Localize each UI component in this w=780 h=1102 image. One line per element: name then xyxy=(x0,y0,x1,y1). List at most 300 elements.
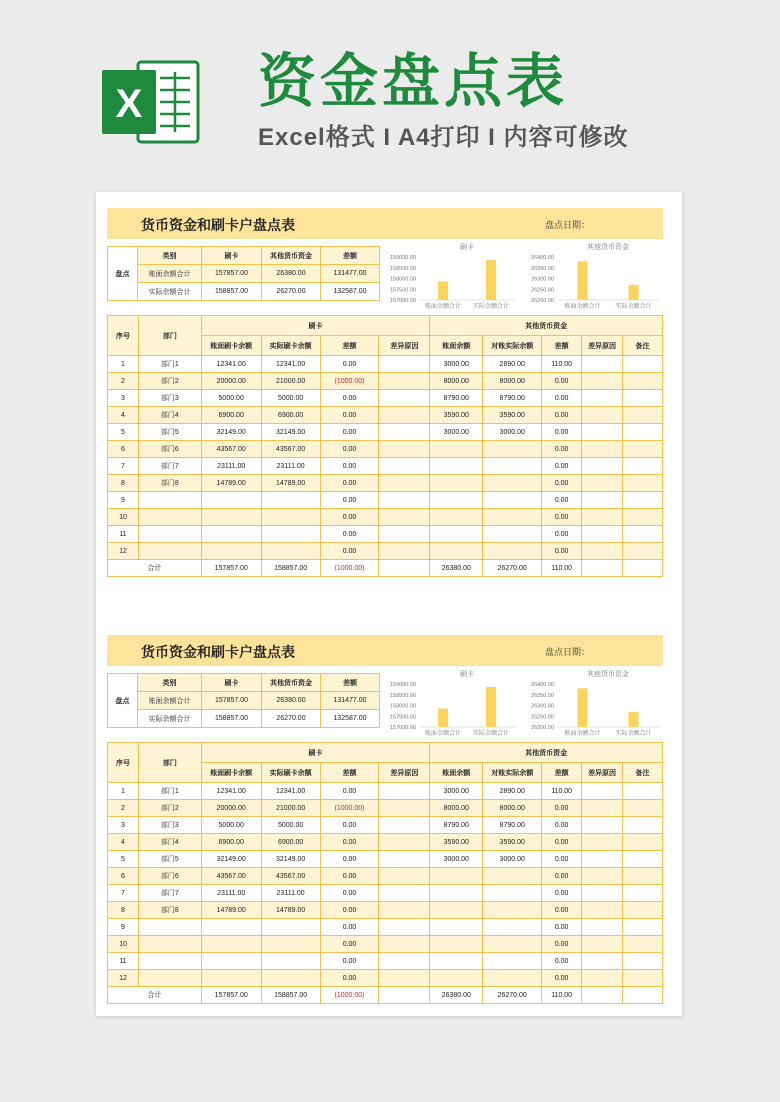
table-cell xyxy=(582,868,623,885)
table-cell: 0.00 xyxy=(320,902,379,919)
table-cell: 0.00 xyxy=(542,424,582,441)
table-cell xyxy=(483,492,542,509)
table-cell xyxy=(582,953,623,970)
table-cell: 21000.00 xyxy=(261,800,320,817)
chart-tick-label: 26350.00 xyxy=(531,265,554,272)
chart-tick-label: 157500.00 xyxy=(390,714,416,721)
row-dept: 部门6 xyxy=(138,441,201,458)
table-cell: 3590.00 xyxy=(430,407,483,424)
table-cell xyxy=(623,851,663,868)
table-cell xyxy=(379,390,430,407)
header-sub: 账面刷卡余额 xyxy=(201,336,261,356)
table-cell xyxy=(379,936,430,953)
row-dept: 部门8 xyxy=(138,902,201,919)
row-dept xyxy=(138,970,201,987)
table-cell xyxy=(483,936,542,953)
table-cell: 0.00 xyxy=(320,492,379,509)
row-dept: 部门1 xyxy=(138,783,201,800)
chart-title: 刷卡 xyxy=(460,244,474,251)
total-label: 合计 xyxy=(108,987,202,1004)
table-cell xyxy=(582,970,623,987)
total-cell: 110.00 xyxy=(542,987,582,1004)
total-label: 合计 xyxy=(108,560,202,577)
total-row xyxy=(108,987,663,1004)
summary-header: 刷卡 xyxy=(202,674,262,692)
sheet-title: 货币资金和刷卡户盘点表 xyxy=(141,644,295,660)
chart-bar xyxy=(578,261,588,300)
table-cell xyxy=(582,492,623,509)
header-index: 序号 xyxy=(108,316,139,356)
table-cell: 0.00 xyxy=(542,919,582,936)
table-cell xyxy=(582,356,623,373)
table-cell xyxy=(430,441,483,458)
table-cell xyxy=(379,970,430,987)
table-row xyxy=(108,356,663,373)
chart-title: 其他货币资金 xyxy=(587,244,629,251)
table-cell xyxy=(582,919,623,936)
table-row xyxy=(108,390,663,407)
table-row xyxy=(108,441,663,458)
total-cell xyxy=(582,987,623,1004)
table-cell: 3000.00 xyxy=(430,424,483,441)
table-row xyxy=(108,953,663,970)
table-cell: 23111.00 xyxy=(261,885,320,902)
table-cell xyxy=(483,458,542,475)
chart-tick-label: 157000.00 xyxy=(390,725,416,731)
table-cell: 8790.00 xyxy=(483,817,542,834)
table-row xyxy=(108,885,663,902)
row-index: 9 xyxy=(108,492,139,509)
detail-table xyxy=(107,742,663,1004)
summary-cell: 158857.00 xyxy=(202,710,262,728)
chart-category-label: 实际余额合计 xyxy=(615,304,652,310)
table-row xyxy=(108,868,663,885)
table-cell: 0.00 xyxy=(320,424,379,441)
row-index: 11 xyxy=(108,953,139,970)
table-cell: 12341.00 xyxy=(261,356,320,373)
table-cell xyxy=(379,424,430,441)
table-cell xyxy=(201,919,261,936)
summary-table xyxy=(107,246,380,301)
table-cell: 0.00 xyxy=(320,919,379,936)
row-index: 1 xyxy=(108,356,139,373)
table-cell: 3000.00 xyxy=(430,356,483,373)
sheet-title: 货币资金和刷卡户盘点表 xyxy=(141,217,295,233)
sheet-title-bar xyxy=(107,635,663,666)
table-row xyxy=(108,543,663,560)
table-cell: 32149.00 xyxy=(201,851,261,868)
table-cell: 0.00 xyxy=(320,851,379,868)
table-cell xyxy=(261,543,320,560)
total-cell: (1000.00) xyxy=(320,987,379,1004)
chart-bar xyxy=(629,712,639,727)
row-dept: 部门7 xyxy=(138,885,201,902)
chart-bar xyxy=(438,709,448,727)
row-index: 4 xyxy=(108,407,139,424)
chart-title: 刷卡 xyxy=(460,671,474,678)
table-cell: 5000.00 xyxy=(261,390,320,407)
table-cell: 14789.00 xyxy=(201,475,261,492)
table-cell xyxy=(201,492,261,509)
table-cell: 0.00 xyxy=(320,441,379,458)
header-index: 序号 xyxy=(108,743,139,783)
table-cell xyxy=(582,543,623,560)
table-cell xyxy=(582,390,623,407)
row-index: 5 xyxy=(108,851,139,868)
table-cell xyxy=(201,526,261,543)
summary-cell: 132587.00 xyxy=(321,283,380,301)
table-cell: 8000.00 xyxy=(483,373,542,390)
summary-cell: 26270.00 xyxy=(262,710,321,728)
table-row xyxy=(108,526,663,543)
row-dept xyxy=(138,953,201,970)
summary-header: 类别 xyxy=(138,247,202,265)
table-cell xyxy=(430,902,483,919)
table-cell xyxy=(623,390,663,407)
table-row xyxy=(108,970,663,987)
summary-cell: 26380.00 xyxy=(262,692,321,710)
table-cell xyxy=(582,373,623,390)
row-dept xyxy=(138,509,201,526)
excel-logo-icon xyxy=(100,56,200,148)
table-cell xyxy=(379,868,430,885)
header-group-card: 刷卡 xyxy=(201,316,430,336)
summary-header: 其他货币资金 xyxy=(262,247,321,265)
chart-bar xyxy=(486,687,496,727)
table-cell: 0.00 xyxy=(320,817,379,834)
summary-cell: 26270.00 xyxy=(262,283,321,301)
row-index: 12 xyxy=(108,970,139,987)
table-row xyxy=(108,458,663,475)
row-index: 1 xyxy=(108,783,139,800)
table-cell xyxy=(379,885,430,902)
table-cell xyxy=(623,834,663,851)
table-cell: 0.00 xyxy=(542,390,582,407)
table-cell xyxy=(623,800,663,817)
table-cell: 0.00 xyxy=(320,390,379,407)
table-cell: 110.00 xyxy=(542,783,582,800)
table-cell: 8790.00 xyxy=(430,817,483,834)
summary-cell: 实际余额合计 xyxy=(138,710,202,728)
table-cell: 0.00 xyxy=(320,356,379,373)
row-index: 6 xyxy=(108,441,139,458)
table-cell xyxy=(201,970,261,987)
audit-date-label: 盘点日期： xyxy=(545,220,591,230)
table-cell xyxy=(379,509,430,526)
table-cell xyxy=(430,458,483,475)
chart-bar xyxy=(486,260,496,300)
summary-cell: 账面余额合计 xyxy=(138,692,202,710)
table-cell xyxy=(379,492,430,509)
table-cell xyxy=(379,851,430,868)
row-dept: 部门2 xyxy=(138,373,201,390)
other-funds-bar-chart xyxy=(519,241,663,313)
row-dept: 部门4 xyxy=(138,834,201,851)
total-cell: 110.00 xyxy=(542,560,582,577)
row-index: 8 xyxy=(108,475,139,492)
table-cell: 0.00 xyxy=(320,885,379,902)
table-cell xyxy=(379,800,430,817)
table-cell: 43567.00 xyxy=(261,441,320,458)
total-row xyxy=(108,560,663,577)
table-cell: 23111.00 xyxy=(201,458,261,475)
table-cell xyxy=(430,509,483,526)
table-cell xyxy=(379,526,430,543)
summary-row-label: 盘点 xyxy=(108,674,138,728)
table-cell: 6900.00 xyxy=(261,834,320,851)
table-cell: 2890.00 xyxy=(483,783,542,800)
chart-tick-label: 26200.00 xyxy=(531,725,554,731)
table-cell xyxy=(483,543,542,560)
table-cell xyxy=(261,936,320,953)
table-cell: 0.00 xyxy=(542,800,582,817)
total-cell xyxy=(379,987,430,1004)
chart-tick-label: 159000.00 xyxy=(390,682,416,688)
header-sub: 差异原因 xyxy=(582,763,623,783)
table-cell: 3590.00 xyxy=(483,407,542,424)
table-cell xyxy=(623,885,663,902)
row-index: 4 xyxy=(108,834,139,851)
total-cell xyxy=(379,560,430,577)
table-cell xyxy=(582,458,623,475)
table-cell xyxy=(623,526,663,543)
total-cell xyxy=(623,987,663,1004)
table-cell xyxy=(623,970,663,987)
chart-category-label: 账面余额合计 xyxy=(424,304,462,310)
row-dept: 部门4 xyxy=(138,407,201,424)
total-cell xyxy=(582,560,623,577)
summary-header: 差额 xyxy=(321,674,380,692)
chart-tick-label: 158500.00 xyxy=(390,265,416,272)
table-cell: 3000.00 xyxy=(430,783,483,800)
table-cell xyxy=(623,373,663,390)
table-cell: 5000.00 xyxy=(261,817,320,834)
total-cell: 26270.00 xyxy=(483,987,542,1004)
row-dept: 部门3 xyxy=(138,390,201,407)
summary-cell: 131477.00 xyxy=(321,265,380,283)
chart-category-label: 实际余额合计 xyxy=(472,731,510,737)
chart-tick-label: 26300.00 xyxy=(531,703,554,710)
row-index: 2 xyxy=(108,373,139,390)
row-dept xyxy=(138,526,201,543)
header-sub: 账面刷卡余额 xyxy=(201,763,261,783)
table-cell: 0.00 xyxy=(320,475,379,492)
banner xyxy=(0,0,780,185)
table-cell xyxy=(430,919,483,936)
chart-tick-label: 26350.00 xyxy=(531,692,554,699)
chart-tick-label: 158000.00 xyxy=(390,276,416,283)
table-cell: 0.00 xyxy=(320,509,379,526)
banner-subtitle: Excel格式 I A4打印 I 内容可修改 xyxy=(258,124,629,151)
table-cell: 0.00 xyxy=(542,953,582,970)
table-cell xyxy=(623,936,663,953)
row-index: 11 xyxy=(108,526,139,543)
table-cell xyxy=(379,475,430,492)
table-cell: 12341.00 xyxy=(261,783,320,800)
table-cell: 43567.00 xyxy=(201,868,261,885)
table-cell xyxy=(582,817,623,834)
table-cell xyxy=(430,475,483,492)
chart-tick-label: 26250.00 xyxy=(531,287,554,294)
header-sub: 差额 xyxy=(542,336,582,356)
summary-table xyxy=(107,673,380,728)
table-cell xyxy=(623,543,663,560)
table-cell xyxy=(582,441,623,458)
header-sub: 差异原因 xyxy=(379,763,430,783)
row-index: 10 xyxy=(108,936,139,953)
table-cell xyxy=(623,509,663,526)
table-cell xyxy=(623,919,663,936)
row-index: 12 xyxy=(108,543,139,560)
table-cell: 8000.00 xyxy=(483,800,542,817)
row-dept: 部门2 xyxy=(138,800,201,817)
table-cell xyxy=(623,492,663,509)
table-cell xyxy=(379,441,430,458)
table-cell xyxy=(623,441,663,458)
header-sub: 实际刷卡余额 xyxy=(261,336,320,356)
table-cell: 0.00 xyxy=(320,458,379,475)
summary-cell: 26380.00 xyxy=(262,265,321,283)
summary-cell: 132587.00 xyxy=(321,710,380,728)
table-cell xyxy=(582,936,623,953)
table-cell xyxy=(582,526,623,543)
audit-date-label: 盘点日期： xyxy=(545,647,591,657)
table-cell: 0.00 xyxy=(542,526,582,543)
table-cell: 6900.00 xyxy=(261,407,320,424)
table-row xyxy=(108,492,663,509)
total-cell: 26380.00 xyxy=(430,560,483,577)
table-cell xyxy=(483,953,542,970)
table-cell: (1000.00) xyxy=(320,373,379,390)
table-cell xyxy=(430,885,483,902)
table-cell: 0.00 xyxy=(542,970,582,987)
table-cell xyxy=(582,424,623,441)
table-cell xyxy=(379,919,430,936)
chart-bar xyxy=(438,282,448,300)
header-dept: 部门 xyxy=(138,316,201,356)
summary-header: 其他货币资金 xyxy=(262,674,321,692)
table-cell: 8790.00 xyxy=(483,390,542,407)
row-dept xyxy=(138,936,201,953)
card-bar-chart xyxy=(381,668,519,740)
table-cell xyxy=(623,424,663,441)
chart-tick-label: 26400.00 xyxy=(531,682,554,688)
row-index: 5 xyxy=(108,424,139,441)
chart-category-label: 实际余额合计 xyxy=(472,304,510,310)
header-sub: 差额 xyxy=(320,336,379,356)
table-cell xyxy=(379,817,430,834)
chart-tick-label: 158500.00 xyxy=(390,692,416,699)
table-cell xyxy=(201,509,261,526)
header-sub: 差额 xyxy=(320,763,379,783)
table-row xyxy=(108,919,663,936)
header-group-card: 刷卡 xyxy=(201,743,430,763)
row-index: 7 xyxy=(108,458,139,475)
total-cell: 157857.00 xyxy=(201,560,261,577)
table-cell xyxy=(623,953,663,970)
table-cell: 6900.00 xyxy=(201,407,261,424)
total-cell: 26380.00 xyxy=(430,987,483,1004)
chart-title: 其他货币资金 xyxy=(587,671,629,678)
table-cell xyxy=(582,407,623,424)
table-cell xyxy=(582,885,623,902)
summary-header: 差额 xyxy=(321,247,380,265)
table-cell: 0.00 xyxy=(320,543,379,560)
row-index: 7 xyxy=(108,885,139,902)
table-cell: 0.00 xyxy=(542,492,582,509)
table-cell xyxy=(483,902,542,919)
table-cell: 20000.00 xyxy=(201,800,261,817)
table-cell: 0.00 xyxy=(542,458,582,475)
table-row xyxy=(108,817,663,834)
table-cell xyxy=(623,902,663,919)
logo-letter: X xyxy=(115,82,143,126)
row-dept: 部门6 xyxy=(138,868,201,885)
table-cell: 0.00 xyxy=(542,885,582,902)
row-dept: 部门1 xyxy=(138,356,201,373)
table-cell: 0.00 xyxy=(542,851,582,868)
table-cell: 21000.00 xyxy=(261,373,320,390)
table-cell xyxy=(582,834,623,851)
table-row xyxy=(108,834,663,851)
row-dept: 部门3 xyxy=(138,817,201,834)
table-cell xyxy=(261,919,320,936)
table-cell: 0.00 xyxy=(320,936,379,953)
row-index: 6 xyxy=(108,868,139,885)
table-cell xyxy=(582,800,623,817)
table-cell: 32149.00 xyxy=(201,424,261,441)
summary-cell: 账面余额合计 xyxy=(138,265,202,283)
table-cell: 23111.00 xyxy=(201,885,261,902)
table-cell: 0.00 xyxy=(542,868,582,885)
sheet-section-1 xyxy=(107,208,663,576)
row-dept: 部门5 xyxy=(138,424,201,441)
table-cell: 12341.00 xyxy=(201,356,261,373)
table-cell: 3000.00 xyxy=(483,424,542,441)
table-cell: 0.00 xyxy=(542,936,582,953)
header-dept: 部门 xyxy=(138,743,201,783)
table-cell xyxy=(582,783,623,800)
table-cell: 8790.00 xyxy=(430,390,483,407)
table-cell xyxy=(483,475,542,492)
header-sub: 实际刷卡余额 xyxy=(261,763,320,783)
table-cell: 3000.00 xyxy=(430,851,483,868)
table-row xyxy=(108,407,663,424)
table-cell: 0.00 xyxy=(320,970,379,987)
row-dept: 部门8 xyxy=(138,475,201,492)
chart-category-label: 账面余额合计 xyxy=(424,731,462,737)
table-cell xyxy=(379,543,430,560)
table-cell xyxy=(483,970,542,987)
table-cell xyxy=(623,407,663,424)
table-cell xyxy=(261,970,320,987)
table-cell xyxy=(623,817,663,834)
table-cell: 0.00 xyxy=(542,817,582,834)
row-dept: 部门7 xyxy=(138,458,201,475)
table-cell: 14789.00 xyxy=(261,475,320,492)
table-cell xyxy=(623,356,663,373)
table-cell xyxy=(430,970,483,987)
table-row xyxy=(108,783,663,800)
table-cell xyxy=(430,953,483,970)
table-cell: 5000.00 xyxy=(201,390,261,407)
chart-bar xyxy=(629,285,639,300)
table-cell: 0.00 xyxy=(320,868,379,885)
table-cell xyxy=(261,492,320,509)
table-row xyxy=(108,475,663,492)
table-cell: 0.00 xyxy=(542,902,582,919)
table-cell: 3000.00 xyxy=(483,851,542,868)
